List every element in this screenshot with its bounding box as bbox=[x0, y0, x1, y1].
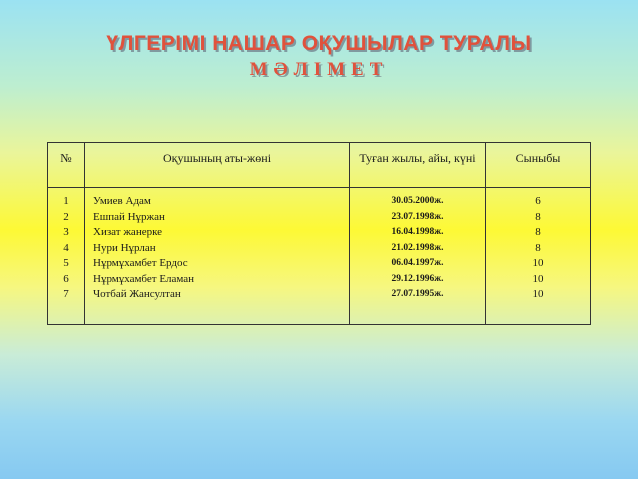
name-column bbox=[85, 188, 350, 325]
student-name: Нури Нұрлан bbox=[93, 241, 156, 254]
class-grade: 8 bbox=[535, 210, 541, 223]
row-number: 3 bbox=[63, 226, 69, 238]
student-name: Чотбай Жансултан bbox=[93, 288, 181, 300]
class-grade: 8 bbox=[535, 241, 541, 254]
report-title: ҮЛГЕРІМІ НАШАР ОҚУШЫЛАР ТУРАЛЫ bbox=[106, 32, 532, 55]
birth-date: 27.07.1995ж. bbox=[391, 289, 444, 299]
class-grade: 10 bbox=[532, 288, 544, 300]
student-name: Хизат жанерке bbox=[93, 226, 163, 238]
birth-date-column bbox=[350, 188, 486, 325]
header-class: Сыныбы bbox=[486, 143, 591, 188]
students-table bbox=[47, 142, 591, 325]
header-student-name: Оқушының аты-жөні bbox=[85, 143, 350, 188]
row-number: 6 bbox=[63, 272, 69, 285]
birth-date: 30.05.2000ж. bbox=[391, 196, 444, 206]
birth-date: 21.02.1998ж. bbox=[391, 242, 444, 253]
class-grade: 8 bbox=[535, 226, 541, 238]
header-birth-date: Туған жылы, айы, күні bbox=[350, 143, 486, 188]
birth-date: 06.04.1997ж. bbox=[391, 258, 444, 268]
student-name: Ешпай Нұржан bbox=[93, 210, 165, 223]
table-body-row bbox=[48, 188, 591, 325]
row-number: 2 bbox=[63, 210, 69, 223]
student-name: Нұрмұхамбет Ердос bbox=[93, 257, 188, 269]
class-grade: 6 bbox=[535, 195, 541, 207]
header-number: № bbox=[48, 143, 85, 188]
birth-date: 29.12.1996ж. bbox=[391, 273, 444, 284]
report-subtitle: МӘЛІМЕТ bbox=[249, 59, 389, 80]
number-column bbox=[48, 188, 85, 325]
student-name: Умиев Адам bbox=[93, 195, 151, 207]
class-grade: 10 bbox=[532, 272, 544, 285]
row-number: 1 bbox=[63, 195, 69, 207]
birth-date: 23.07.1998ж. bbox=[391, 211, 444, 222]
birth-date: 16.04.1998ж. bbox=[391, 227, 444, 237]
class-column bbox=[486, 188, 591, 325]
row-number: 4 bbox=[63, 241, 69, 254]
row-number: 7 bbox=[63, 288, 69, 300]
student-name: Нұрмұхамбет Еламан bbox=[93, 272, 195, 285]
class-grade: 10 bbox=[532, 257, 544, 269]
table-header-row bbox=[48, 143, 591, 188]
row-number: 5 bbox=[63, 257, 69, 269]
